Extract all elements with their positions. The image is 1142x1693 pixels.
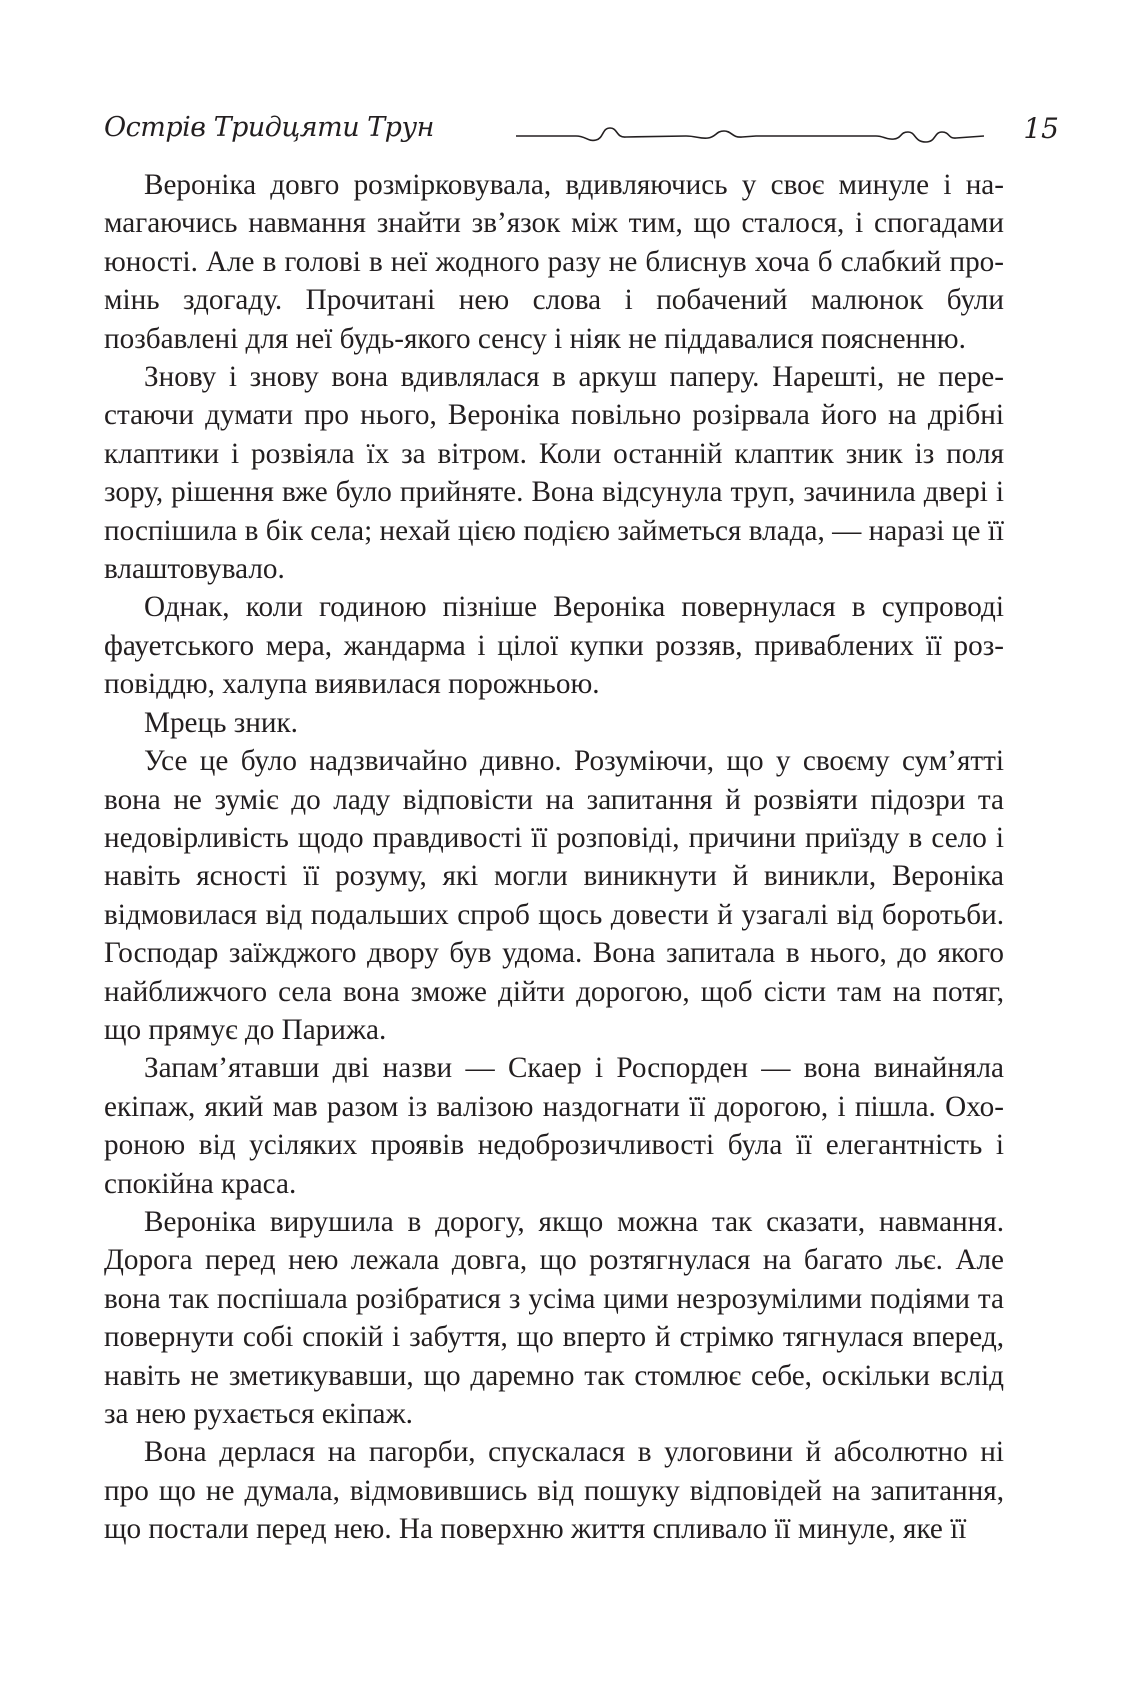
running-header <box>104 108 1059 158</box>
paragraph: Усе це було надзвичайно дивно. Розуміючи, що у своєму сум’ятті вона не зуміє до ладу відповісти на запитання й розвіяти підозри та недовірливість щодо правдивості її розповіді, причини приїзду в село і навіть ясності її розуму, які могли виникнути й виникли, Вероніка відмовилася від подальших спроб щось довести й узагалі від боротьби. Господар заїжджого двору був удома. Вона запитала в нього, до якого найближчого села вона зможе дійти дорогою, щоб сісти там на потяг, що прямує до Парижа. <box>104 745 1004 1046</box>
page-number: 15 <box>1023 112 1059 145</box>
paragraph: Однак, коли годиною пізніше Вероніка повернулася в супроводі фауетського мера, жандарма і цілої купки роззяв, приваблених її розповіддю, халупа виявилася порожньою. <box>104 591 1004 701</box>
paragraph: Мрець зник. <box>144 706 298 739</box>
decorative-rule-icon <box>516 114 984 144</box>
paragraph: Запам’ятавши дві назви — Скаер і Роспорден — вона винайняла екіпаж, який мав разом із валізою наздогнати її дорогою, і пішла. Охороною від усіляких проявів недоброзичливості була її елегантність і спокійна краса. <box>104 1052 1004 1200</box>
paragraph: Вероніка вирушила в дорогу, якщо можна так сказати, навмання. Дорога перед нею лежала довга, що розтягнулася на багато льє. Але вона так поспішала розібратися з усіма цими незрозумілими подіями та повернути собі спокій і забуття, що вперто й стрімко тягнулася вперед, навіть не зметикувавши, що даремно так стомлює себе, оскільки вслід за нею рухається екіпаж. <box>104 1205 1004 1430</box>
book-title: Острів Тридцяти Трун <box>104 112 434 143</box>
paragraph: Вона дерлася на пагорби, спускалася в улоговини й абсолютно ні про що не думала, відмовившись від пошуку відповідей на запитання, що постали перед нею. На поверхню життя спливало її минуле, яке її <box>104 1436 1004 1546</box>
paragraph: Знову і знову вона вдивлялася в аркуш паперу. Нарешті, не перестаючи думати про нього, Вероніка повільно розірвала його на дрібні клаптики і розвіяла їх за вітром. Коли останній клаптик зник із поля зору, рішення вже було прийняте. Вона відсунула труп, зачинила двері і поспішила в бік села; нехай цією подією займеться влада, — наразі це її влаштовувало. <box>104 361 1004 586</box>
paragraph: Вероніка довго розмірковувала, вдивляючись у своє минуле і намагаючись навмання знайти зв’язок між тим, що сталося, і спогадами юності. Але в голові в неї жодного разу не блиснув хоча б слабкий промінь здогаду. Прочитані нею слова і побачений малюнок були позбавлені для неї будь-якого сенсу і ніяк не піддавалися поясненню. <box>104 169 1004 355</box>
body-text <box>104 166 1004 1549</box>
